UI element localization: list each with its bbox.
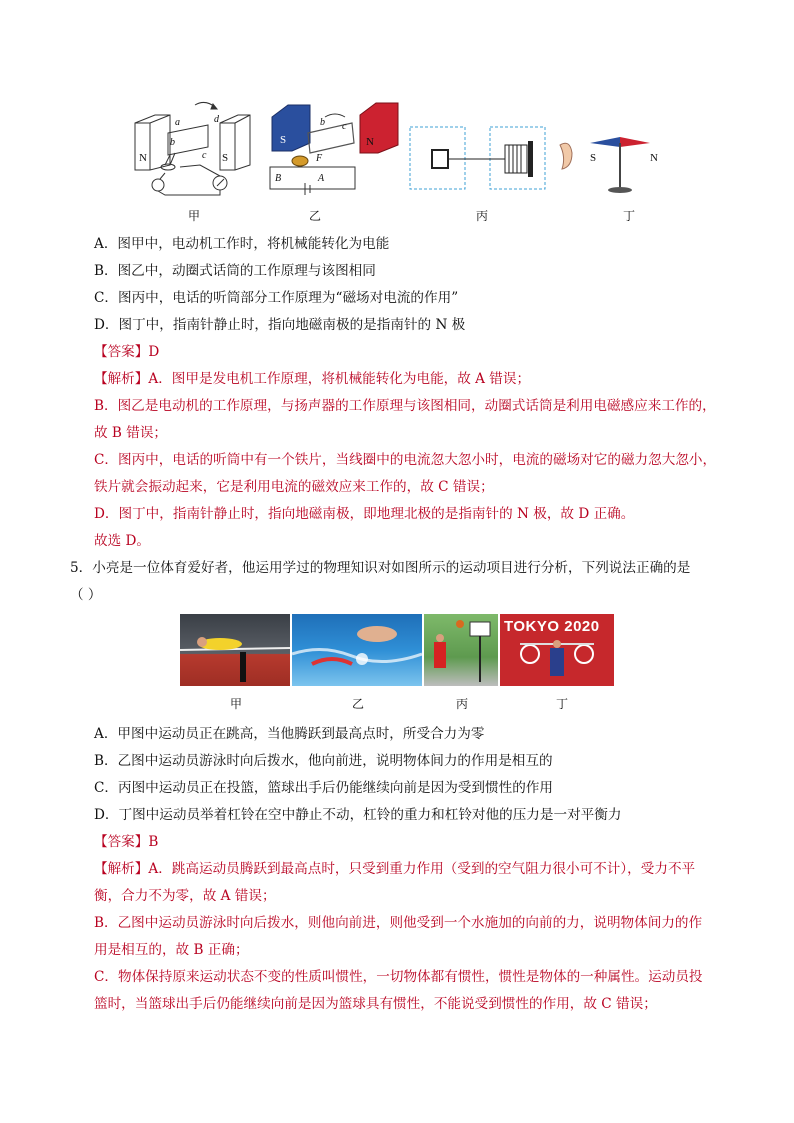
- diagram-bing: [410, 127, 572, 189]
- q4-analysis-line-5: 铁片就会振动起来，它是利用电流的磁效应来工作的，故 C 错误；: [94, 479, 494, 495]
- q5-answer: [94, 830, 158, 850]
- q4-analysis-line-1: [94, 367, 530, 387]
- diagram-ding: [590, 137, 650, 193]
- photo-swimming: [292, 614, 422, 686]
- q4-option-a: A．图甲中，电动机工作时，将机械能转化为电能: [94, 236, 390, 252]
- q4-analysis-line-7: 故选 D。: [94, 533, 151, 549]
- q5-stem-line-2: （ ）: [70, 587, 102, 603]
- jia-label-s: S: [222, 152, 229, 164]
- swimming-figure: [292, 614, 422, 686]
- q5-analysis-tag: 【解析】: [94, 861, 149, 877]
- ding-label-s: S: [590, 152, 597, 164]
- photo-basketball: [424, 614, 498, 686]
- basketball-figure: [424, 614, 498, 686]
- q5-answer-tag: 【答案】: [94, 834, 149, 850]
- photo-weightlifting: [500, 614, 614, 686]
- q4-analysis-line-4: C．图丙中，电话的听筒中有一个铁片，当线圈中的电流忽大忽小时，电流的磁场对它的磁力忽大忽小，: [94, 452, 717, 468]
- jia-label-n: N: [139, 152, 147, 164]
- q4-analysis-line-2: B．图乙是电动机的工作原理，与扬声器的工作原理与该图相同，动圈式话筒是利用电磁感应来工作的，: [94, 398, 716, 414]
- q5-photo-label-jia: 甲: [230, 697, 243, 711]
- q5-analysis-line-5: C．物体保持原来运动状态不变的性质叫惯性，一切物体都有惯性，惯性是物体的一种属性。运动员投: [94, 969, 703, 985]
- q5-answer-value: B: [148, 834, 159, 850]
- yi-label-s: S: [280, 134, 287, 146]
- q5-option-c: C．丙图中运动员正在投篮，篮球出手后仍能继续向前是因为受到惯性的作用: [94, 780, 553, 796]
- q4-analysis-line-6: D．图丁中，指南针静止时，指向地磁南极，即地理北极的是指南针的 N 极，故 D 正确。: [94, 506, 635, 522]
- high-jump-figure: [180, 614, 290, 686]
- q5-option-d: D．丁图中运动员举着杠铃在空中静止不动，杠铃的重力和杠铃对他的压力是一对平衡力: [94, 807, 622, 823]
- jia-label-a: a: [175, 117, 180, 128]
- q5-photo-label-bing: 丙: [456, 697, 469, 711]
- diagram-yi: [270, 103, 398, 195]
- q5-photo-label-yi: 乙: [352, 697, 365, 711]
- diagram-jia: [135, 102, 250, 195]
- q5-photo-label-ding: 丁: [556, 697, 569, 711]
- q5-analysis-line-6: 篮时，当篮球出手后仍能继续向前是因为篮球具有惯性，不能说受到惯性的作用，故 C 错误；: [94, 996, 657, 1012]
- q4-answer: [94, 340, 159, 360]
- q4-answer-value: D: [148, 344, 160, 360]
- yi-label-c: c: [342, 121, 347, 132]
- yi-label-f: F: [316, 153, 323, 164]
- ding-label-n: N: [650, 152, 658, 164]
- q4-option-d: D．图丁中，指南针静止时，指向地磁南极的是指南针的 N 极: [94, 317, 466, 333]
- yi-label-b: b: [320, 117, 325, 128]
- q4-analysis-tag: 【解析】: [94, 371, 149, 387]
- q5-analysis-line-2: 衡，合力不为零，故 A 错误；: [94, 888, 276, 904]
- q5-analysis-line-3: B．乙图中运动员游泳时向后拨水，则他向前进，则他受到一个水施加的向前的力，说明物体间力的作: [94, 915, 703, 931]
- figure-physics-diagrams: [120, 95, 680, 205]
- q4-option-b: B．图乙中，动圈式话筒的工作原理与该图相同: [94, 263, 376, 279]
- q5-option-a: A．甲图中运动员正在跳高，当他腾跃到最高点时，所受合力为零: [94, 726, 485, 742]
- figure1-label-yi: 乙: [309, 209, 322, 223]
- weightlifting-figure: [500, 614, 614, 686]
- q5-analysis-line-4: 用是相互的，故 B 正确；: [94, 942, 249, 958]
- yi-label-n: N: [366, 136, 374, 148]
- jia-label-c: c: [202, 150, 207, 161]
- yi-label-b-big: B: [275, 173, 282, 184]
- q4-analysis-line-3: 故 B 错误；: [94, 425, 168, 441]
- q4-analysis-text-1: A．图甲是发电机工作原理，将机械能转化为电能，故 A 错误；: [148, 371, 531, 387]
- q4-answer-tag: 【答案】: [94, 344, 149, 360]
- q5-option-b: B．乙图中运动员游泳时向后拨水，他向前进，说明物体间力的作用是相互的: [94, 753, 553, 769]
- yi-label-a-big: A: [318, 173, 325, 184]
- jia-label-d: d: [214, 114, 219, 125]
- q5-analysis-line-1: [94, 857, 695, 877]
- figure1-label-ding: 丁: [623, 209, 636, 223]
- q5-stem-line-1: 5．小亮是一位体育爱好者，他运用学过的物理知识对如图所示的运动项目进行分析，下列说法正确的是: [70, 560, 691, 576]
- q4-option-c: C．图丙中，电话的听筒部分工作原理为“磁场对电流的作用”: [94, 290, 459, 306]
- tokyo-2020-banner: TOKYO 2020: [504, 618, 600, 635]
- q5-analysis-text-1: A．跳高运动员腾跃到最高点时，只受到重力作用（受到的空气阻力很小可不计），受力不平: [148, 861, 696, 877]
- figure1-label-bing: 丙: [476, 209, 489, 223]
- photo-high-jump: [180, 614, 290, 686]
- jia-label-b: b: [170, 137, 175, 148]
- figure1-label-jia: 甲: [188, 209, 201, 223]
